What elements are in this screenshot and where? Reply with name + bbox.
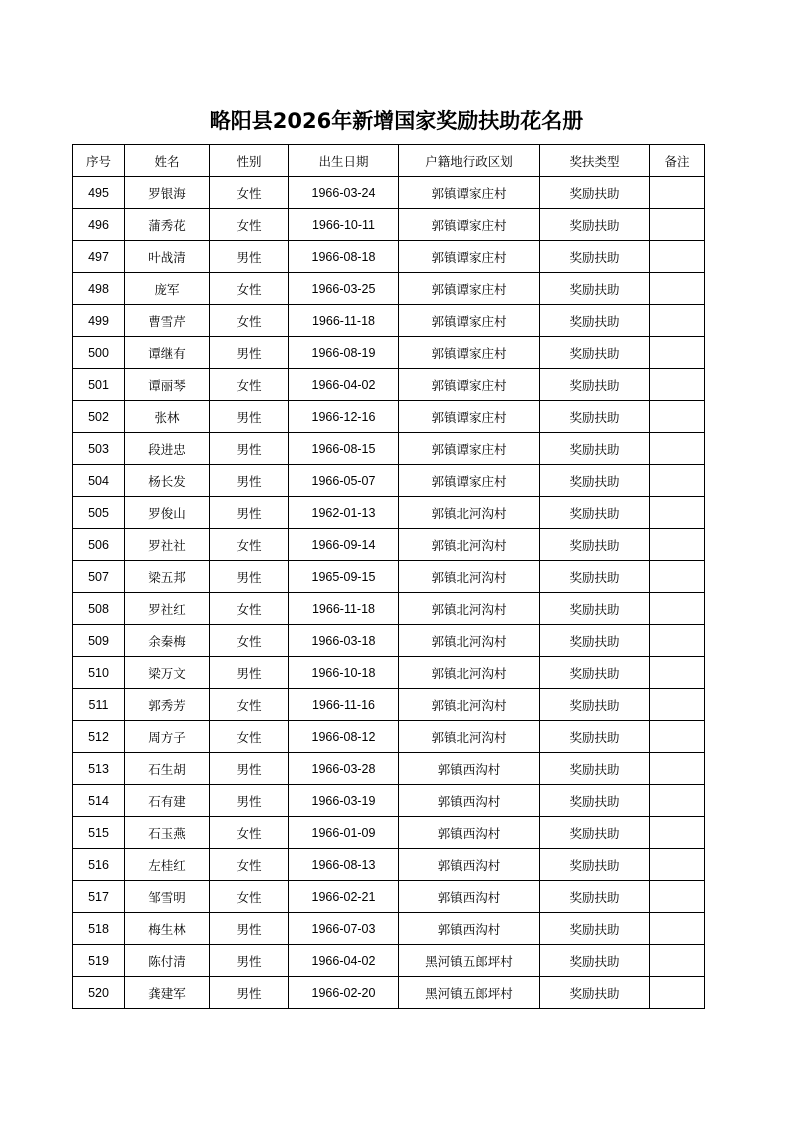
cell-name: 段进忠 — [125, 433, 210, 465]
cell-note — [650, 785, 705, 817]
cell-gender: 女性 — [210, 817, 289, 849]
column-header-region: 户籍地行政区划 — [399, 145, 540, 177]
cell-note — [650, 273, 705, 305]
cell-birth-date: 1966-04-02 — [289, 945, 399, 977]
cell-no: 509 — [73, 625, 125, 657]
cell-no: 511 — [73, 689, 125, 721]
cell-gender: 男性 — [210, 657, 289, 689]
cell-gender: 女性 — [210, 369, 289, 401]
cell-name: 梅生林 — [125, 913, 210, 945]
cell-no: 510 — [73, 657, 125, 689]
cell-note — [650, 657, 705, 689]
cell-birth-date: 1966-02-21 — [289, 881, 399, 913]
cell-name: 陈付清 — [125, 945, 210, 977]
cell-gender: 男性 — [210, 785, 289, 817]
cell-name: 罗社红 — [125, 593, 210, 625]
table-row — [73, 817, 705, 849]
cell-note — [650, 433, 705, 465]
table-row — [73, 561, 705, 593]
cell-birth-date: 1966-03-18 — [289, 625, 399, 657]
cell-region: 郭镇谭家庄村 — [399, 177, 540, 209]
cell-birth-date: 1962-01-13 — [289, 497, 399, 529]
cell-type: 奖励扶助 — [540, 369, 650, 401]
cell-gender: 男性 — [210, 945, 289, 977]
cell-type: 奖励扶助 — [540, 881, 650, 913]
cell-birth-date: 1966-12-16 — [289, 401, 399, 433]
cell-gender: 女性 — [210, 849, 289, 881]
cell-gender: 男性 — [210, 465, 289, 497]
cell-no: 497 — [73, 241, 125, 273]
cell-gender: 男性 — [210, 913, 289, 945]
cell-birth-date: 1966-02-20 — [289, 977, 399, 1009]
cell-region: 郭镇西沟村 — [399, 785, 540, 817]
cell-note — [650, 369, 705, 401]
table-row — [73, 689, 705, 721]
table-row — [73, 241, 705, 273]
cell-no: 505 — [73, 497, 125, 529]
cell-region: 郭镇谭家庄村 — [399, 369, 540, 401]
cell-region: 郭镇北河沟村 — [399, 657, 540, 689]
cell-name: 罗社社 — [125, 529, 210, 561]
cell-region: 郭镇北河沟村 — [399, 529, 540, 561]
cell-gender: 女性 — [210, 305, 289, 337]
table-row — [73, 401, 705, 433]
cell-note — [650, 177, 705, 209]
cell-note — [650, 465, 705, 497]
column-header-no: 序号 — [73, 145, 125, 177]
cell-no: 518 — [73, 913, 125, 945]
table-row — [73, 945, 705, 977]
cell-type: 奖励扶助 — [540, 209, 650, 241]
cell-region: 郭镇西沟村 — [399, 817, 540, 849]
cell-no: 500 — [73, 337, 125, 369]
cell-type: 奖励扶助 — [540, 529, 650, 561]
cell-note — [650, 753, 705, 785]
table-row — [73, 785, 705, 817]
cell-type: 奖励扶助 — [540, 433, 650, 465]
cell-name: 杨长发 — [125, 465, 210, 497]
cell-gender: 女性 — [210, 529, 289, 561]
cell-gender: 女性 — [210, 177, 289, 209]
cell-type: 奖励扶助 — [540, 337, 650, 369]
cell-birth-date: 1966-08-15 — [289, 433, 399, 465]
cell-note — [650, 625, 705, 657]
cell-region: 黑河镇五郎坪村 — [399, 945, 540, 977]
column-header-gender: 性别 — [210, 145, 289, 177]
cell-note — [650, 593, 705, 625]
cell-type: 奖励扶助 — [540, 849, 650, 881]
cell-name: 庞军 — [125, 273, 210, 305]
cell-note — [650, 945, 705, 977]
cell-birth-date: 1966-03-28 — [289, 753, 399, 785]
cell-region: 郭镇西沟村 — [399, 913, 540, 945]
cell-region: 郭镇谭家庄村 — [399, 337, 540, 369]
cell-note — [650, 561, 705, 593]
cell-note — [650, 849, 705, 881]
cell-name: 梁万文 — [125, 657, 210, 689]
cell-birth-date: 1966-08-12 — [289, 721, 399, 753]
column-header-birth-date: 出生日期 — [289, 145, 399, 177]
cell-name: 郭秀芳 — [125, 689, 210, 721]
cell-region: 郭镇西沟村 — [399, 881, 540, 913]
table-row — [73, 913, 705, 945]
cell-type: 奖励扶助 — [540, 817, 650, 849]
cell-gender: 男性 — [210, 497, 289, 529]
cell-birth-date: 1966-05-07 — [289, 465, 399, 497]
cell-name: 龚建军 — [125, 977, 210, 1009]
cell-type: 奖励扶助 — [540, 177, 650, 209]
header-row — [73, 145, 705, 177]
cell-note — [650, 689, 705, 721]
cell-no: 519 — [73, 945, 125, 977]
cell-gender: 男性 — [210, 977, 289, 1009]
cell-type: 奖励扶助 — [540, 401, 650, 433]
cell-no: 502 — [73, 401, 125, 433]
cell-type: 奖励扶助 — [540, 465, 650, 497]
table-row — [73, 881, 705, 913]
roster-body — [73, 177, 705, 1009]
cell-no: 496 — [73, 209, 125, 241]
cell-gender: 男性 — [210, 753, 289, 785]
cell-note — [650, 721, 705, 753]
cell-type: 奖励扶助 — [540, 689, 650, 721]
cell-no: 499 — [73, 305, 125, 337]
cell-name: 余秦梅 — [125, 625, 210, 657]
table-row — [73, 305, 705, 337]
cell-region: 郭镇北河沟村 — [399, 689, 540, 721]
cell-name: 曹雪芹 — [125, 305, 210, 337]
table-row — [73, 753, 705, 785]
cell-name: 梁五邦 — [125, 561, 210, 593]
cell-name: 石有建 — [125, 785, 210, 817]
cell-no: 520 — [73, 977, 125, 1009]
cell-birth-date: 1966-10-11 — [289, 209, 399, 241]
cell-birth-date: 1966-10-18 — [289, 657, 399, 689]
cell-name: 张林 — [125, 401, 210, 433]
cell-region: 郭镇西沟村 — [399, 849, 540, 881]
cell-type: 奖励扶助 — [540, 241, 650, 273]
cell-type: 奖励扶助 — [540, 561, 650, 593]
cell-no: 507 — [73, 561, 125, 593]
table-row — [73, 721, 705, 753]
cell-birth-date: 1966-11-18 — [289, 593, 399, 625]
cell-birth-date: 1966-03-24 — [289, 177, 399, 209]
cell-gender: 男性 — [210, 561, 289, 593]
cell-gender: 女性 — [210, 689, 289, 721]
cell-no: 516 — [73, 849, 125, 881]
cell-gender: 女性 — [210, 881, 289, 913]
cell-note — [650, 401, 705, 433]
cell-birth-date: 1966-03-25 — [289, 273, 399, 305]
cell-no: 495 — [73, 177, 125, 209]
cell-region: 郭镇谭家庄村 — [399, 273, 540, 305]
table-row — [73, 625, 705, 657]
cell-region: 郭镇谭家庄村 — [399, 401, 540, 433]
cell-gender: 男性 — [210, 337, 289, 369]
table-row — [73, 657, 705, 689]
cell-type: 奖励扶助 — [540, 497, 650, 529]
cell-no: 513 — [73, 753, 125, 785]
cell-type: 奖励扶助 — [540, 625, 650, 657]
column-header-name: 姓名 — [125, 145, 210, 177]
table-row — [73, 209, 705, 241]
cell-note — [650, 305, 705, 337]
cell-name: 叶战清 — [125, 241, 210, 273]
cell-type: 奖励扶助 — [540, 913, 650, 945]
cell-name: 谭丽琴 — [125, 369, 210, 401]
cell-note — [650, 497, 705, 529]
cell-gender: 女性 — [210, 625, 289, 657]
cell-name: 左桂红 — [125, 849, 210, 881]
cell-type: 奖励扶助 — [540, 593, 650, 625]
cell-no: 512 — [73, 721, 125, 753]
cell-type: 奖励扶助 — [540, 273, 650, 305]
cell-no: 503 — [73, 433, 125, 465]
cell-name: 罗银海 — [125, 177, 210, 209]
cell-name: 石玉燕 — [125, 817, 210, 849]
cell-gender: 男性 — [210, 401, 289, 433]
cell-region: 黑河镇五郎坪村 — [399, 977, 540, 1009]
cell-note — [650, 817, 705, 849]
cell-no: 506 — [73, 529, 125, 561]
cell-region: 郭镇谭家庄村 — [399, 209, 540, 241]
cell-region: 郭镇北河沟村 — [399, 625, 540, 657]
cell-region: 郭镇北河沟村 — [399, 721, 540, 753]
cell-birth-date: 1966-08-18 — [289, 241, 399, 273]
cell-birth-date: 1966-07-03 — [289, 913, 399, 945]
cell-name: 谭继有 — [125, 337, 210, 369]
cell-name: 蒲秀花 — [125, 209, 210, 241]
cell-note — [650, 529, 705, 561]
cell-region: 郭镇谭家庄村 — [399, 433, 540, 465]
cell-no: 517 — [73, 881, 125, 913]
cell-gender: 女性 — [210, 273, 289, 305]
cell-birth-date: 1966-08-13 — [289, 849, 399, 881]
cell-no: 515 — [73, 817, 125, 849]
cell-gender: 男性 — [210, 433, 289, 465]
cell-note — [650, 209, 705, 241]
cell-gender: 女性 — [210, 721, 289, 753]
table-row — [73, 369, 705, 401]
table-row — [73, 465, 705, 497]
cell-region: 郭镇北河沟村 — [399, 497, 540, 529]
table-row — [73, 273, 705, 305]
cell-region: 郭镇北河沟村 — [399, 561, 540, 593]
cell-no: 501 — [73, 369, 125, 401]
cell-birth-date: 1966-11-16 — [289, 689, 399, 721]
column-header-note: 备注 — [650, 145, 705, 177]
cell-birth-date: 1966-08-19 — [289, 337, 399, 369]
cell-name: 邹雪明 — [125, 881, 210, 913]
cell-region: 郭镇谭家庄村 — [399, 241, 540, 273]
table-row — [73, 849, 705, 881]
table-row — [73, 337, 705, 369]
cell-name: 罗俊山 — [125, 497, 210, 529]
cell-type: 奖励扶助 — [540, 657, 650, 689]
cell-note — [650, 337, 705, 369]
cell-note — [650, 241, 705, 273]
cell-birth-date: 1966-03-19 — [289, 785, 399, 817]
cell-no: 514 — [73, 785, 125, 817]
roster-table — [72, 144, 705, 1009]
cell-note — [650, 977, 705, 1009]
page-title: 略阳县2026年新增国家奖励扶助花名册 — [209, 109, 584, 133]
table-row — [73, 433, 705, 465]
table-row — [73, 529, 705, 561]
table-row — [73, 177, 705, 209]
cell-type: 奖励扶助 — [540, 945, 650, 977]
cell-region: 郭镇谭家庄村 — [399, 465, 540, 497]
cell-type: 奖励扶助 — [540, 785, 650, 817]
cell-name: 周方子 — [125, 721, 210, 753]
table-row — [73, 593, 705, 625]
cell-type: 奖励扶助 — [540, 753, 650, 785]
cell-no: 498 — [73, 273, 125, 305]
cell-gender: 女性 — [210, 209, 289, 241]
cell-region: 郭镇北河沟村 — [399, 593, 540, 625]
cell-birth-date: 1966-09-14 — [289, 529, 399, 561]
cell-birth-date: 1966-01-09 — [289, 817, 399, 849]
cell-type: 奖励扶助 — [540, 305, 650, 337]
column-header-type: 奖扶类型 — [540, 145, 650, 177]
table-row — [73, 977, 705, 1009]
cell-type: 奖励扶助 — [540, 721, 650, 753]
cell-gender: 女性 — [210, 593, 289, 625]
cell-birth-date: 1966-11-18 — [289, 305, 399, 337]
cell-region: 郭镇谭家庄村 — [399, 305, 540, 337]
cell-no: 508 — [73, 593, 125, 625]
cell-birth-date: 1965-09-15 — [289, 561, 399, 593]
cell-region: 郭镇西沟村 — [399, 753, 540, 785]
cell-birth-date: 1966-04-02 — [289, 369, 399, 401]
cell-no: 504 — [73, 465, 125, 497]
cell-type: 奖励扶助 — [540, 977, 650, 1009]
table-row — [73, 497, 705, 529]
cell-gender: 男性 — [210, 241, 289, 273]
cell-note — [650, 881, 705, 913]
cell-name: 石生胡 — [125, 753, 210, 785]
cell-note — [650, 913, 705, 945]
